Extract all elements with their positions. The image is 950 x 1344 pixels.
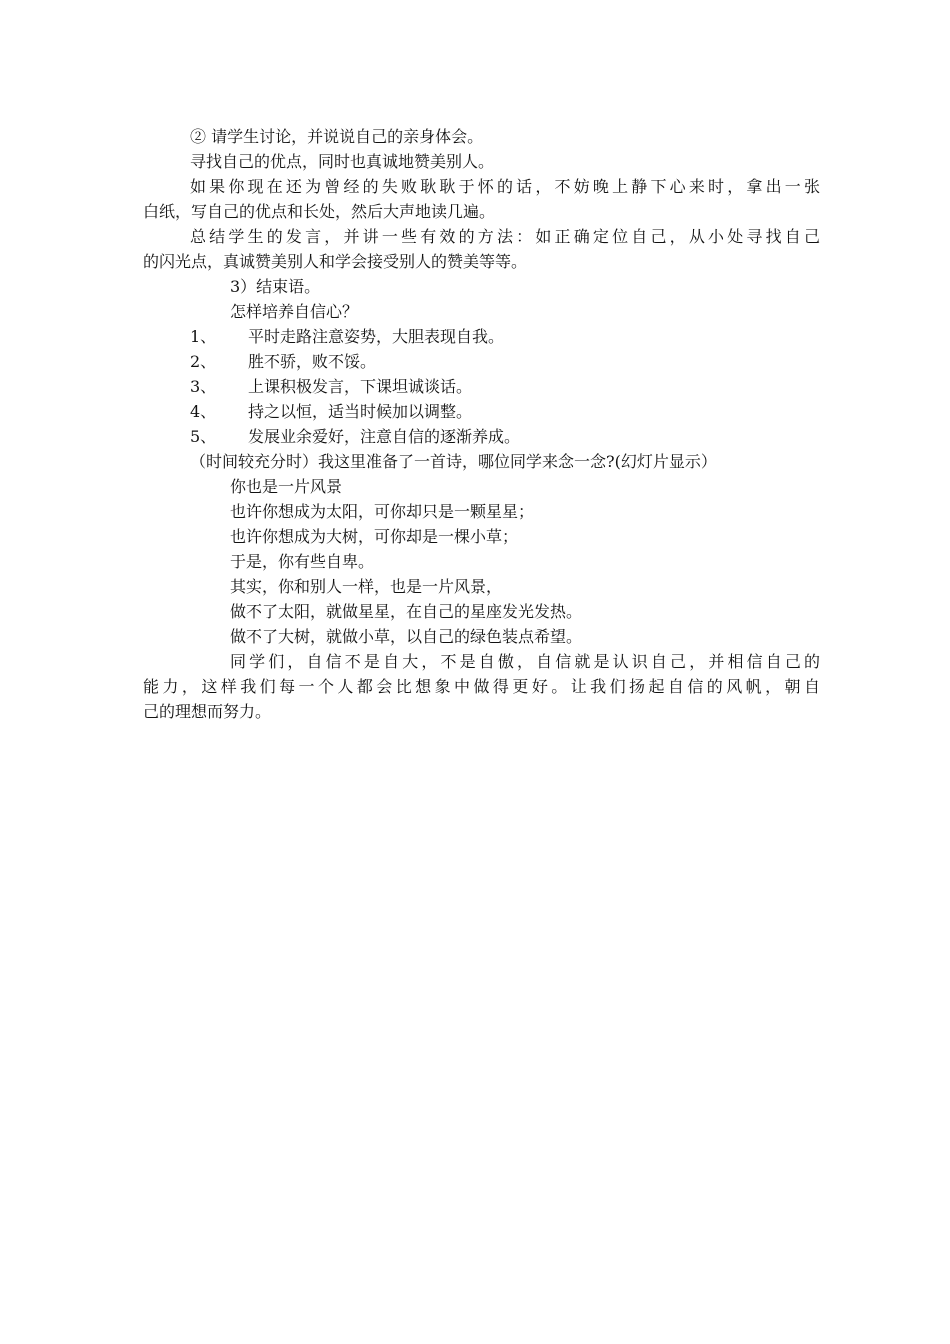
find-strengths-line: 寻找自己的优点，同时也真诚地赞美别人。 bbox=[190, 152, 495, 171]
list-item-number: 4、 bbox=[190, 402, 217, 421]
list-item-number: 2、 bbox=[190, 352, 217, 371]
closing-paragraph-line: 己的理想而努力。 bbox=[143, 702, 272, 721]
list-item-number: 5、 bbox=[190, 427, 217, 446]
list-item bbox=[190, 352, 376, 372]
closing-paragraph-line: 能力，这样我们每一个人都会比想象中做得更好。让我们扬起自信的风帆，朝自 bbox=[143, 677, 820, 696]
poem-intro: （时间较充分时）我这里准备了一首诗，哪位同学来念一念?(幻灯片显示） bbox=[190, 452, 717, 471]
list-item bbox=[190, 327, 504, 347]
discussion-step: ② 请学生讨论，并说说自己的亲身体会。 bbox=[190, 127, 484, 146]
paragraph-line: 总结学生的发言，并讲一些有效的方法：如正确定位自己，从小处寻找自己 bbox=[190, 227, 820, 246]
poem-line: 于是，你有些自卑。 bbox=[230, 552, 375, 571]
paragraph-line: 的闪光点，真诚赞美别人和学会接受别人的赞美等等。 bbox=[143, 252, 528, 271]
poem-line: 也许你想成为太阳，可你却只是一颗星星； bbox=[230, 502, 535, 521]
list-item-number: 3、 bbox=[190, 377, 217, 396]
list-item bbox=[190, 427, 520, 447]
poem-line: 做不了太阳，就做星星，在自己的星座发光发热。 bbox=[230, 602, 583, 621]
paragraph-line: 白纸，写自己的优点和长处，然后大声地读几遍。 bbox=[143, 202, 496, 221]
list-item-text: 上课积极发言，下课坦诚谈话。 bbox=[248, 377, 473, 396]
list-item-text: 发展业余爱好，注意自信的逐渐养成。 bbox=[248, 427, 521, 446]
list-item-text: 平时走路注意姿势，大胆表现自我。 bbox=[248, 327, 505, 346]
poem-line: 做不了大树，就做小草，以自己的绿色装点希望。 bbox=[230, 627, 583, 646]
list-item-text: 胜不骄，败不馁。 bbox=[248, 352, 377, 371]
list-item bbox=[190, 402, 472, 422]
poem-line: 其实，你和别人一样，也是一片风景， bbox=[230, 577, 503, 596]
section-heading: 3）结束语。 bbox=[230, 277, 321, 296]
list-item-text: 持之以恒，适当时候加以调整。 bbox=[248, 402, 473, 421]
poem-line: 也许你想成为大树，可你却是一棵小草； bbox=[230, 527, 519, 546]
paragraph-line: 如果你现在还为曾经的失败耿耿于怀的话，不妨晚上静下心来时，拿出一张 bbox=[190, 177, 820, 196]
list-item bbox=[190, 377, 472, 397]
closing-paragraph-line: 同学们，自信不是自大，不是自傲，自信就是认识自己，并相信自己的 bbox=[230, 652, 820, 671]
question-line: 怎样培养自信心？ bbox=[230, 302, 359, 321]
poem-title: 你也是一片风景 bbox=[230, 477, 343, 496]
list-item-number: 1、 bbox=[190, 327, 217, 346]
